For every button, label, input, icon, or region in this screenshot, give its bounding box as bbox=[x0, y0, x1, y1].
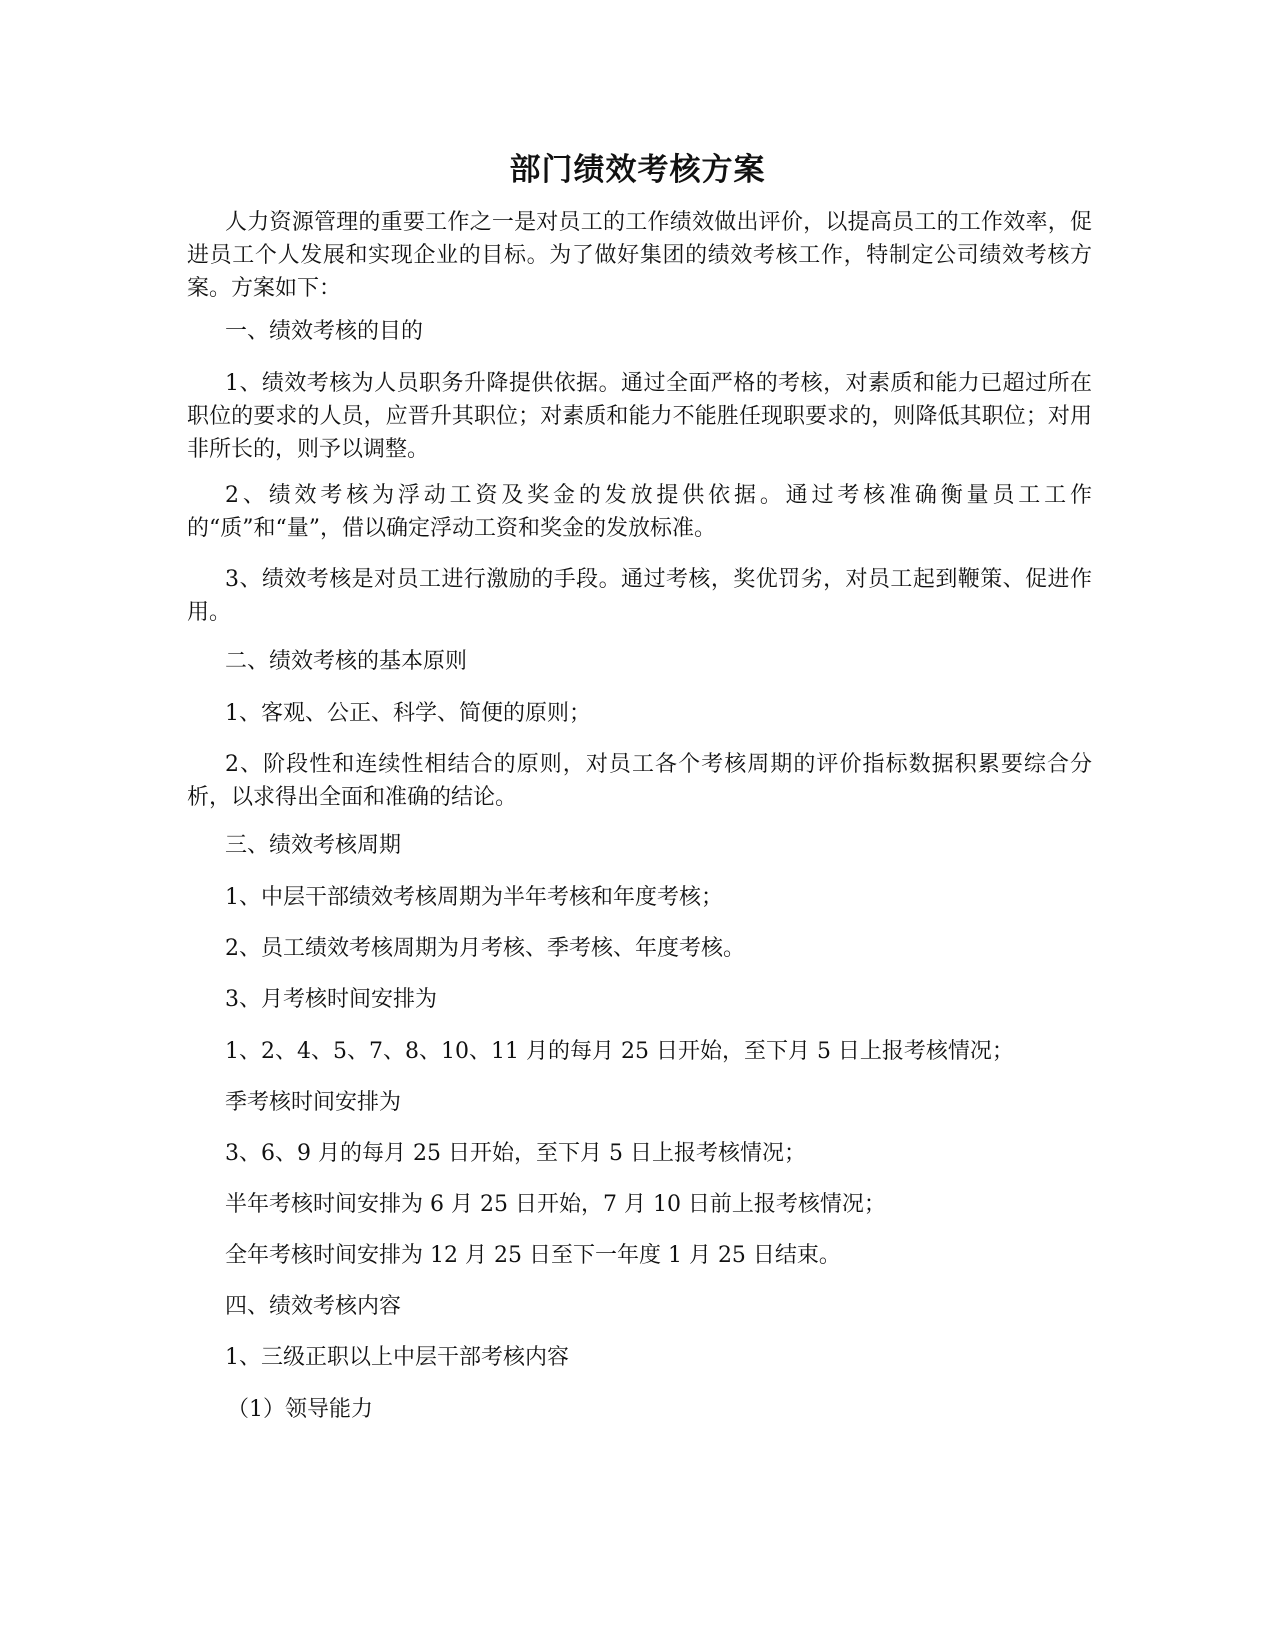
section-heading-purpose: 一、绩效考核的目的 bbox=[225, 319, 424, 344]
content-item-2: （1）领导能力 bbox=[227, 1397, 373, 1422]
purpose-item-3: 3、绩效考核是对员工进行激励的手段。通过考核，奖优罚劣，对员工起到鞭策、促进作用。 bbox=[187, 567, 1092, 625]
cycle-item-4: 1、2、4、5、7、8、10、11 月的每月 25 日开始，至下月 5 日上报考核情况； bbox=[225, 1039, 1014, 1064]
purpose-item-1: 1、绩效考核为人员职务升降提供依据。通过全面严格的考核，对素质和能力已超过所在职位的要求的人员，应晋升其职位；对素质和能力不能胜任现职要求的，则降低其职位；对用非所长的，则予以调整。 bbox=[187, 371, 1092, 462]
cycle-item-1: 1、中层干部绩效考核周期为半年考核和年度考核； bbox=[225, 885, 723, 910]
cycle-item-2: 2、员工绩效考核周期为月考核、季考核、年度考核。 bbox=[225, 936, 745, 961]
principle-item-2: 2、阶段性和连续性相结合的原则，对员工各个考核周期的评价指标数据积累要综合分析，以求得出全面和准确的结论。 bbox=[187, 752, 1092, 810]
section-heading-cycle: 三、绩效考核周期 bbox=[225, 833, 402, 858]
principle-item-1: 1、客观、公正、科学、简便的原则； bbox=[225, 701, 591, 726]
cycle-item-3: 3、月考核时间安排为 bbox=[225, 987, 437, 1012]
cycle-item-8: 全年考核时间安排为 12 月 25 日至下一年度 1 月 25 日结束。 bbox=[225, 1243, 841, 1268]
intro-paragraph: 人力资源管理的重要工作之一是对员工的工作绩效做出评价，以提高员工的工作效率，促进员工个人发展和实现企业的目标。为了做好集团的绩效考核工作，特制定公司绩效考核方案。方案如下： bbox=[187, 210, 1092, 301]
content-item-1: 1、三级正职以上中层干部考核内容 bbox=[225, 1345, 569, 1370]
cycle-item-7: 半年考核时间安排为 6 月 25 日开始，7 月 10 日前上报考核情况； bbox=[225, 1192, 886, 1217]
document-title: 部门绩效考核方案 bbox=[509, 152, 766, 188]
section-heading-principles: 二、绩效考核的基本原则 bbox=[225, 649, 468, 674]
cycle-item-5: 季考核时间安排为 bbox=[225, 1090, 402, 1115]
cycle-item-6: 3、6、9 月的每月 25 日开始，至下月 5 日上报考核情况； bbox=[225, 1141, 806, 1166]
section-heading-content: 四、绩效考核内容 bbox=[225, 1294, 402, 1319]
purpose-item-2: 2、绩效考核为浮动工资及奖金的发放提供依据。通过考核准确衡量员工工作的“质”和“量”，借以确定浮动工资和奖金的发放标准。 bbox=[187, 483, 1092, 541]
